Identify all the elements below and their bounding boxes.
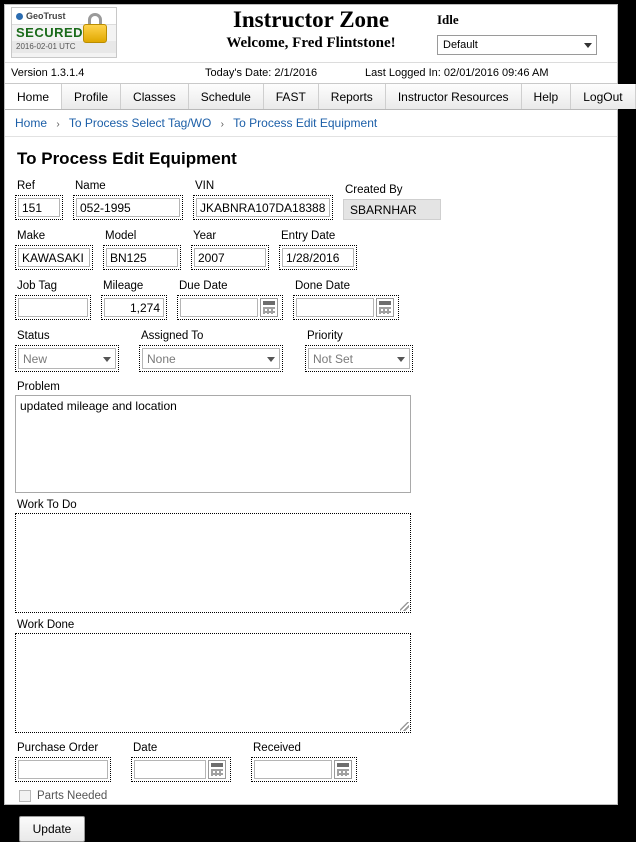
version-label: Version 1.3.1.4 <box>11 67 85 79</box>
status-value: New <box>23 352 48 366</box>
work-to-do-textarea[interactable] <box>15 513 411 613</box>
main-navigation <box>5 84 623 110</box>
label-received: Received <box>253 742 301 754</box>
nav-tab-instructor-resources[interactable]: Instructor Resources <box>386 84 522 109</box>
form-row-purchase-order <box>15 741 607 782</box>
label-make: Make <box>17 230 46 242</box>
purchase-order-input-wrapper <box>15 757 111 782</box>
vin-input[interactable]: JKABNRA107DA18388 <box>196 198 330 217</box>
due-date-calendar-icon[interactable] <box>260 298 278 317</box>
po-date-calendar-icon[interactable] <box>208 760 226 779</box>
nav-tab-logout[interactable]: LogOut <box>571 84 635 109</box>
resize-handle-icon[interactable] <box>400 602 409 611</box>
done-date-calendar-icon[interactable] <box>376 298 394 317</box>
due-date-input-wrapper <box>177 295 283 320</box>
problem-textarea[interactable]: updated mileage and location <box>15 395 411 493</box>
idle-profile-select[interactable] <box>437 35 597 55</box>
breadcrumb-select-tag-wo[interactable]: To Process Select Tag/WO <box>68 116 212 130</box>
priority-select[interactable] <box>308 348 410 369</box>
chevron-down-icon <box>397 357 405 362</box>
application-window <box>4 4 623 836</box>
seal-date-label: 2016-02-01 UTC <box>12 41 116 53</box>
resize-handle-icon[interactable] <box>400 722 409 731</box>
idle-profile-value: Default <box>443 39 478 51</box>
received-input[interactable] <box>254 760 332 779</box>
done-date-input-wrapper <box>293 295 399 320</box>
breadcrumb-separator-1: › <box>56 119 60 130</box>
priority-select-wrapper <box>305 345 413 372</box>
field-done-date <box>293 279 399 320</box>
padlock-icon <box>82 13 108 43</box>
field-model <box>103 229 181 270</box>
label-ref: Ref <box>17 180 35 192</box>
received-calendar-icon[interactable] <box>334 760 352 779</box>
form-row-vehicle <box>15 229 607 270</box>
done-date-input[interactable] <box>296 298 374 317</box>
field-job-tag <box>15 279 91 320</box>
breadcrumb <box>5 110 617 137</box>
field-due-date <box>177 279 283 320</box>
created-by-value: SBARNHAR <box>343 199 441 220</box>
today-date-label: Today's Date: 2/1/2016 <box>205 67 318 79</box>
field-received <box>251 741 357 782</box>
received-input-wrapper <box>251 757 357 782</box>
page-header <box>5 5 617 62</box>
priority-value: Not Set <box>313 352 354 366</box>
field-year <box>191 229 269 270</box>
assigned-to-select[interactable] <box>142 348 280 369</box>
nav-tab-reports[interactable]: Reports <box>319 84 386 109</box>
parts-needed-row[interactable] <box>19 790 607 802</box>
job-tag-input[interactable] <box>18 298 88 317</box>
label-priority: Priority <box>307 330 343 342</box>
model-input[interactable]: BN125 <box>106 248 178 267</box>
name-input[interactable]: 052-1995 <box>76 198 180 217</box>
assigned-to-value: None <box>147 352 176 366</box>
mileage-input-wrapper <box>101 295 167 320</box>
label-assigned-to: Assigned To <box>141 330 204 342</box>
last-logged-in-label: Last Logged In: 02/01/2016 09:46 AM <box>365 67 549 79</box>
label-vin: VIN <box>195 180 215 192</box>
vin-input-wrapper <box>193 195 333 220</box>
nav-tab-profile[interactable]: Profile <box>62 84 121 109</box>
field-po-date <box>131 741 231 782</box>
ref-input-wrapper <box>15 195 63 220</box>
breadcrumb-separator-2: › <box>220 119 225 130</box>
field-name <box>73 179 183 220</box>
assigned-to-select-wrapper <box>139 345 283 372</box>
nav-tab-classes[interactable]: Classes <box>121 84 189 109</box>
field-ref <box>15 179 63 220</box>
year-input[interactable]: 2007 <box>194 248 266 267</box>
parts-needed-checkbox[interactable] <box>19 790 31 802</box>
label-name: Name <box>75 180 106 192</box>
breadcrumb-current: To Process Edit Equipment <box>233 116 378 130</box>
nav-tab-home[interactable]: Home <box>5 84 62 109</box>
nav-tab-help[interactable]: Help <box>522 84 572 109</box>
label-mileage: Mileage <box>103 280 144 292</box>
idle-label: Idle <box>437 12 459 27</box>
form-row-identity <box>15 179 607 220</box>
form-row-job <box>15 279 607 320</box>
field-priority <box>305 329 413 372</box>
job-tag-input-wrapper <box>15 295 91 320</box>
status-select[interactable] <box>18 348 116 369</box>
field-created-by <box>343 183 441 220</box>
parts-needed-label: Parts Needed <box>37 790 108 802</box>
welcome-message: Welcome, Fred Flintstone! <box>226 35 396 51</box>
field-status <box>15 329 119 372</box>
page-content <box>5 137 617 842</box>
field-mileage <box>101 279 167 320</box>
info-bar <box>5 62 617 84</box>
label-job-tag: Job Tag <box>17 280 58 292</box>
field-entry-date <box>279 229 357 270</box>
label-year: Year <box>193 230 217 242</box>
mileage-input[interactable]: 1,274 <box>104 298 164 317</box>
label-created-by: Created By <box>345 184 403 196</box>
label-done-date: Done Date <box>295 280 350 292</box>
name-input-wrapper <box>73 195 183 220</box>
model-input-wrapper <box>103 245 181 270</box>
field-purchase-order <box>15 741 111 782</box>
year-input-wrapper <box>191 245 269 270</box>
purchase-order-input[interactable] <box>18 760 108 779</box>
entry-date-input-wrapper <box>279 245 357 270</box>
ref-input[interactable]: 151 <box>18 198 60 217</box>
entry-date-input[interactable]: 1/28/2016 <box>282 248 354 267</box>
idle-area <box>437 11 605 55</box>
chevron-down-icon <box>267 357 275 362</box>
field-assigned-to <box>139 329 283 372</box>
label-po-date: Date <box>133 742 158 754</box>
geotrust-secured-seal[interactable] <box>11 7 117 58</box>
label-work-to-do: Work To Do <box>17 499 77 511</box>
make-input-wrapper <box>15 245 93 270</box>
due-date-input[interactable] <box>180 298 258 317</box>
work-done-textarea[interactable] <box>15 633 411 733</box>
field-make <box>15 229 93 270</box>
label-problem: Problem <box>17 381 60 393</box>
po-date-input[interactable] <box>134 760 206 779</box>
page-title: To Process Edit Equipment <box>17 149 237 168</box>
nav-tab-schedule[interactable]: Schedule <box>189 84 264 109</box>
status-select-wrapper <box>15 345 119 372</box>
chevron-down-icon <box>103 357 111 362</box>
label-status: Status <box>17 330 50 342</box>
label-entry-date: Entry Date <box>281 230 336 242</box>
seal-secured-label: SECURED <box>16 25 84 40</box>
label-model: Model <box>105 230 137 242</box>
make-input[interactable]: KAWASAKI <box>18 248 90 267</box>
field-vin <box>193 179 333 220</box>
label-purchase-order: Purchase Order <box>17 742 99 754</box>
breadcrumb-home[interactable]: Home <box>15 116 48 130</box>
page-title-main: Instructor Zone <box>232 7 390 32</box>
po-date-input-wrapper <box>131 757 231 782</box>
form-row-status <box>15 329 607 372</box>
nav-tab-fast[interactable]: FAST <box>264 84 319 109</box>
geotrust-brand-label: GeoTrust <box>26 11 66 21</box>
chevron-down-icon <box>584 43 592 48</box>
label-work-done: Work Done <box>17 619 75 631</box>
update-button[interactable]: Update <box>19 816 85 842</box>
label-due-date: Due Date <box>179 280 228 292</box>
geotrust-logo-icon <box>16 13 23 20</box>
